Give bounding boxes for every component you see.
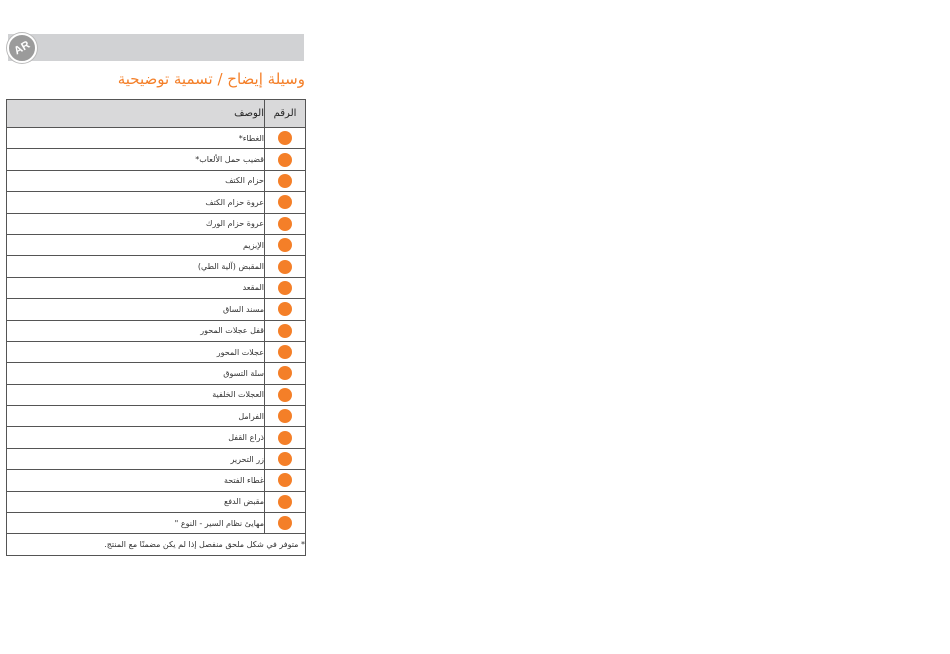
orange-dot-icon	[278, 131, 292, 145]
table-row	[7, 406, 306, 427]
row-description: عجلات المحور	[7, 341, 265, 362]
row-number-cell	[265, 128, 306, 149]
row-description: الإبزيم	[7, 234, 265, 255]
header-bar	[8, 34, 304, 61]
row-number-cell	[265, 363, 306, 384]
row-description: قفل عجلات المحور	[7, 320, 265, 341]
row-description: العجلات الخلفية	[7, 384, 265, 405]
row-description: ذراع القفل	[7, 427, 265, 448]
orange-dot-icon	[278, 388, 292, 402]
orange-dot-icon	[278, 495, 292, 509]
row-number-cell	[265, 513, 306, 534]
orange-dot-icon	[278, 345, 292, 359]
table-header-row	[7, 100, 306, 128]
row-number-cell	[265, 320, 306, 341]
orange-dot-icon	[278, 366, 292, 380]
table-row	[7, 128, 306, 149]
row-number-cell	[265, 341, 306, 362]
row-number-cell	[265, 491, 306, 512]
row-description: مقبض الدفع	[7, 491, 265, 512]
row-description: مهايئ نظام السير - النوع "	[7, 513, 265, 534]
language-badge	[7, 33, 37, 63]
table-row	[7, 234, 306, 255]
column-header-number: الرقم	[265, 100, 306, 128]
row-number-cell	[265, 277, 306, 298]
row-number-cell	[265, 470, 306, 491]
table-row	[7, 299, 306, 320]
table-row	[7, 213, 306, 234]
table-row	[7, 320, 306, 341]
orange-dot-icon	[278, 302, 292, 316]
table-row	[7, 448, 306, 469]
column-header-description: الوصف	[7, 100, 265, 128]
parts-legend-table	[6, 99, 306, 556]
orange-dot-icon	[278, 260, 292, 274]
row-description: الفرامل	[7, 406, 265, 427]
orange-dot-icon	[278, 174, 292, 188]
row-description: حزام الكتف	[7, 170, 265, 191]
orange-dot-icon	[278, 153, 292, 167]
table-row	[7, 491, 306, 512]
row-description: غطاء الفتحة	[7, 470, 265, 491]
orange-dot-icon	[278, 195, 292, 209]
row-number-cell	[265, 256, 306, 277]
orange-dot-icon	[278, 324, 292, 338]
section-title: وسيلة إيضاح / تسمية توضيحية	[117, 70, 305, 88]
footnote: * متوفر في شكل ملحق منفصل إذا لم يكن مضمنًا مع المنتج.	[7, 534, 306, 555]
row-number-cell	[265, 448, 306, 469]
table-row	[7, 513, 306, 534]
orange-dot-icon	[278, 431, 292, 445]
table-row	[7, 470, 306, 491]
table-row	[7, 170, 306, 191]
table-row	[7, 363, 306, 384]
orange-dot-icon	[278, 217, 292, 231]
row-description: عروة حزام الورك	[7, 213, 265, 234]
table-row	[7, 256, 306, 277]
row-description: الغطاء*	[7, 128, 265, 149]
row-number-cell	[265, 234, 306, 255]
row-description: سلة التسوق	[7, 363, 265, 384]
language-badge-label: AR	[11, 38, 33, 58]
orange-dot-icon	[278, 516, 292, 530]
row-number-cell	[265, 213, 306, 234]
orange-dot-icon	[278, 452, 292, 466]
row-number-cell	[265, 149, 306, 170]
orange-dot-icon	[278, 409, 292, 423]
row-number-cell	[265, 384, 306, 405]
table-row	[7, 427, 306, 448]
row-description: زر التحرير	[7, 448, 265, 469]
footnote-row	[7, 534, 306, 555]
table-row	[7, 192, 306, 213]
row-description: المقعد	[7, 277, 265, 298]
table-row	[7, 384, 306, 405]
table-row	[7, 341, 306, 362]
row-number-cell	[265, 170, 306, 191]
row-number-cell	[265, 406, 306, 427]
row-number-cell	[265, 299, 306, 320]
row-number-cell	[265, 427, 306, 448]
row-number-cell	[265, 192, 306, 213]
row-description: المقبض (آلية الطي)	[7, 256, 265, 277]
table-row	[7, 149, 306, 170]
orange-dot-icon	[278, 281, 292, 295]
orange-dot-icon	[278, 473, 292, 487]
row-description: عروة حزام الكتف	[7, 192, 265, 213]
orange-dot-icon	[278, 238, 292, 252]
row-description: مسند الساق	[7, 299, 265, 320]
table-row	[7, 277, 306, 298]
row-description: قضيب حمل الألعاب*	[7, 149, 265, 170]
